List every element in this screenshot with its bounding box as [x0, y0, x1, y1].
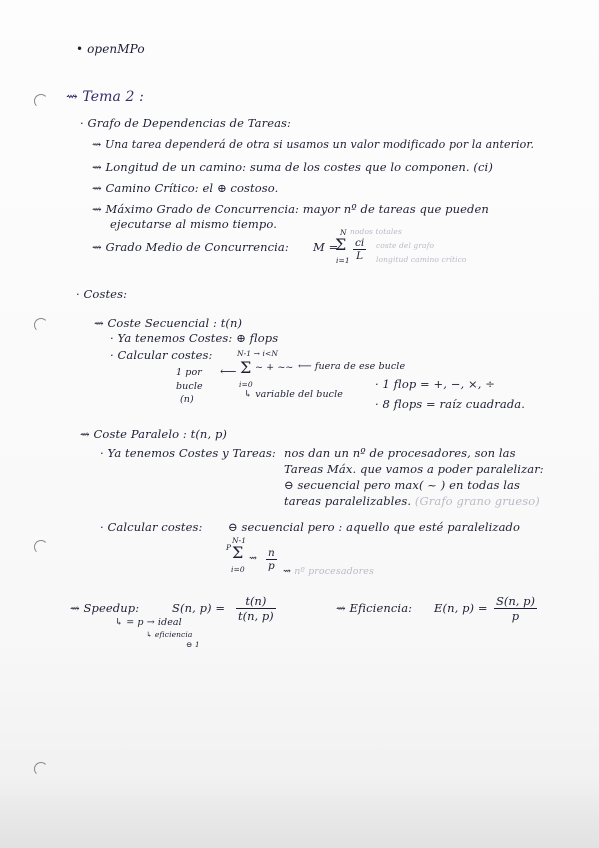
arrow-icon: ⇝ — [92, 181, 102, 195]
sum-bottom: i=1 — [336, 256, 350, 265]
speedup-lhs: S(n, p) = — [172, 601, 226, 615]
bullet: · — [110, 331, 114, 345]
fraction-den: p — [511, 609, 520, 623]
arrow-icon: ⇝ — [336, 601, 346, 615]
paralelo-line: nos dan un nº de procesadores, son las — [284, 446, 516, 460]
eficiencia-fraction — [494, 594, 537, 623]
arrow-icon: ⇝ — [249, 553, 258, 564]
formula-lhs: M = — [313, 240, 339, 254]
bullet: • — [76, 42, 84, 56]
speedup-note: ⊖ 1 — [186, 640, 200, 649]
arrow-icon: ⟵ — [298, 361, 315, 372]
sum-top: N-1 — [232, 536, 247, 545]
arrow-icon: ⇝ — [92, 160, 102, 174]
bullet: · — [110, 348, 114, 362]
fraction-den: t(n, p) — [238, 609, 274, 623]
speedup-note: ↳ = p → ideal — [115, 617, 182, 628]
procesadores-note: ⇝ nº procesadores — [283, 566, 374, 577]
arrow-icon: ⇝ — [92, 202, 102, 216]
costes-title: · Costes: — [76, 287, 128, 301]
fraction-num: t(n) — [236, 594, 276, 609]
left-note: bucle — [176, 381, 203, 392]
paralelo-line: tareas paralelizables. (Grafo grano grueso) — [284, 494, 540, 508]
fraction-num: S(n, p) — [496, 594, 535, 608]
sum-top: N — [340, 228, 347, 237]
punch-hole — [34, 94, 48, 108]
section-heading — [66, 89, 144, 105]
tema-label: Tema 2 : — [82, 89, 144, 105]
coste-secuencial-title: ⇝ Coste Secuencial : t(n) — [94, 316, 243, 330]
bullet: · — [100, 446, 104, 460]
page-title: openMPo — [87, 42, 145, 56]
grafo-item: ⇝ Máximo Grado de Concurrencia: mayor nº de tareas que pueden — [92, 202, 489, 216]
fuera-note: ⟵ fuera de ese bucle — [298, 361, 406, 372]
bullet: · — [76, 287, 80, 301]
bullet: · — [80, 116, 84, 130]
sum-bottom: i=0 — [231, 565, 245, 574]
eficiencia-lhs: E(n, p) = — [434, 601, 488, 615]
grafo-item: ⇝ Grado Medio de Concurrencia: — [92, 240, 289, 254]
paralelo-line: · Ya tenemos Costes y Tareas: — [100, 446, 276, 460]
header-line — [76, 42, 145, 56]
variable-note: ↳ variable del bucle — [244, 389, 343, 400]
left-note: (n) — [180, 394, 194, 405]
speedup-note: ↳ eficiencia — [146, 630, 193, 639]
arrow-icon: ↳ — [244, 389, 256, 400]
arrow-icon: ⇝ — [92, 240, 102, 254]
paralelo-fraction — [266, 547, 277, 572]
arrow-icon: ⇝ — [66, 89, 78, 105]
grafo-item: ⇝ Una tarea dependerá de otra si usamos un valor modificado por la anterior. — [92, 138, 535, 151]
grafo-item: ⇝ Camino Crítico: el ⊕ costoso. — [92, 181, 279, 195]
arrow-icon: ⇝ — [283, 566, 295, 577]
grafo-title: · Grafo de Dependencias de Tareas: — [80, 116, 292, 130]
fraction-den: L — [356, 250, 364, 262]
arrow-icon: ⇝ — [94, 316, 104, 330]
bullet: · — [100, 520, 104, 534]
eficiencia-label: ⇝ Eficiencia: — [336, 601, 413, 615]
grafo-item: ⇝ Longitud de un camino: suma de los costes que lo componen. (ci) — [92, 160, 493, 174]
formula-note: coste del grafo — [376, 241, 435, 250]
sum-symbol: Σ — [240, 358, 252, 377]
punch-hole — [34, 762, 48, 776]
punch-hole — [34, 540, 48, 554]
formula-fraction — [353, 237, 366, 262]
flop-note: · 8 flops = raíz cuadrada. — [375, 397, 525, 411]
coste-paralelo-title: ⇝ Coste Paralelo : t(n, p) — [80, 427, 227, 441]
sum-top: N-1 → i<N — [237, 349, 279, 358]
paralelo-line: Tareas Máx. que vamos a poder paralelizar: — [284, 462, 544, 476]
formula-note: nodos totales — [350, 227, 402, 236]
paralelo-line: ⊖ secuencial pero max( ~ ) en todas las — [284, 478, 520, 492]
fraction-num: ci — [355, 237, 365, 249]
arrow-icon: ↳ — [115, 617, 127, 628]
punch-hole — [34, 318, 48, 332]
sum-symbol: Σ — [232, 543, 244, 562]
arrow-icon: ⟵ — [220, 364, 237, 378]
formula-note: longitud camino crítico — [376, 255, 467, 264]
flop-note: · 1 flop = +, −, ×, ÷ — [375, 377, 496, 391]
sum-body: ~ + ~~ — [255, 362, 294, 373]
secuencial-line: · Calcular costes: — [110, 348, 213, 362]
arrow-icon: ⇝ — [92, 138, 102, 151]
speedup-fraction — [236, 594, 276, 623]
paralelo-line: · Calcular costes: — [100, 520, 203, 534]
sum-bottom: i=0 — [239, 380, 253, 389]
fraction-num: n — [268, 547, 275, 559]
left-note: 1 por — [176, 367, 202, 378]
grafo-item-continuation: ejecutarse al mismo tiempo. — [110, 217, 277, 231]
arrow-icon: → — [253, 349, 263, 358]
paralelo-line: ⊖ secuencial pero : aquello que esté paralelizado — [228, 520, 521, 534]
secuencial-line: · Ya tenemos Costes: ⊕ flops — [110, 331, 279, 345]
arrow-icon: ⇝ — [70, 601, 80, 615]
arrow-icon: ⇝ — [80, 427, 90, 441]
speedup-label: ⇝ Speedup: — [70, 601, 140, 615]
arrow-icon: → — [146, 617, 158, 628]
sum-symbol: Σ — [335, 235, 347, 254]
fraction-den: p — [268, 560, 275, 572]
p-label: P — [226, 543, 232, 552]
arrow-icon: ↳ — [146, 630, 155, 639]
